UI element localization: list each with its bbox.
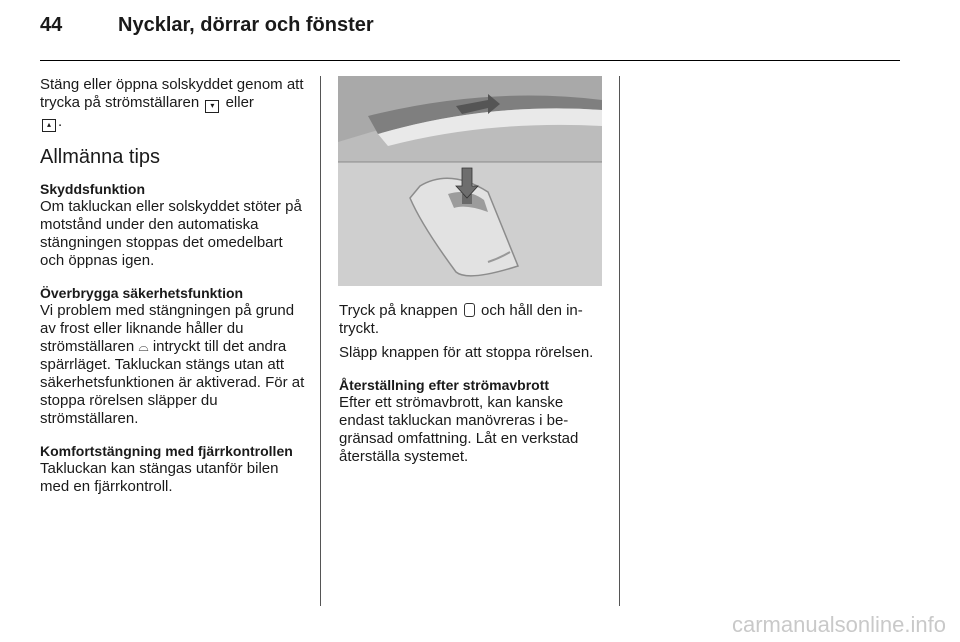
reset-text: Efter ett strömavbrott, kan kanske endast takluckan manövreras i begränsad omfattning. Låt en verkstad återställa systemet. (339, 394, 579, 465)
page-header (40, 14, 374, 50)
intro-text-end: . (58, 113, 63, 130)
intro-paragraph (40, 76, 308, 132)
subsection-title-comfort: Komfortstängning med fjärrkontrollen (40, 443, 293, 459)
page-title: Nycklar, dörrar och fönster (118, 14, 374, 36)
sunshade-open-icon: ▴ (42, 119, 56, 132)
override-text-b: intryckt till det andra spärrläget. Takluckan stängs utan att säkerhetsfunktionen är aktiverad. För at stoppa rörelsen släpper du strömställaren. (40, 338, 305, 427)
sunroof-button-icon (464, 303, 475, 317)
sunshade-close-icon: ▾ (205, 100, 219, 113)
right-column (339, 302, 603, 466)
subsection-title-protection: Skyddsfunktion (40, 181, 146, 197)
column-divider (619, 76, 620, 606)
header-rule (40, 60, 900, 61)
column-divider (320, 76, 321, 606)
press-text-b: och håll den intryckt. (339, 302, 583, 337)
section-heading: Allmänna tips (40, 146, 161, 168)
car-icon: ⌓ (138, 339, 149, 354)
left-column (40, 76, 308, 496)
override-text (40, 302, 308, 428)
comfort-text: Takluckan kan stängas utanför bilen med en fjärrkontroll. (40, 460, 279, 495)
subsection-title-override: Överbrygga säkerhetsfunktion (40, 285, 244, 301)
page-number: 44 (40, 14, 63, 36)
release-paragraph: Släpp knappen för att stoppa rörelsen. (339, 344, 594, 361)
intro-text-or: eller (225, 94, 254, 111)
press-text-a: Tryck på knappen (339, 302, 458, 319)
protection-text: Om takluckan eller solskyddet stöter på motstånd under den automatiska stängningen stoppas det omedelbart och öppnas igen. (40, 198, 302, 269)
sunroof-remote-illustration (338, 76, 602, 286)
press-paragraph (339, 302, 603, 338)
intro-text: Stäng eller öppna solskyddet genom att trycka på strömställaren (40, 76, 304, 111)
watermark: carmanualsonline.info (731, 612, 946, 637)
subsection-title-reset: Återställning efter strömavbrott (339, 377, 550, 393)
override-text-a: Vi problem med stängningen på grund av frost eller liknande håller du strömställaren (40, 302, 295, 355)
illustration-svg (338, 76, 602, 286)
